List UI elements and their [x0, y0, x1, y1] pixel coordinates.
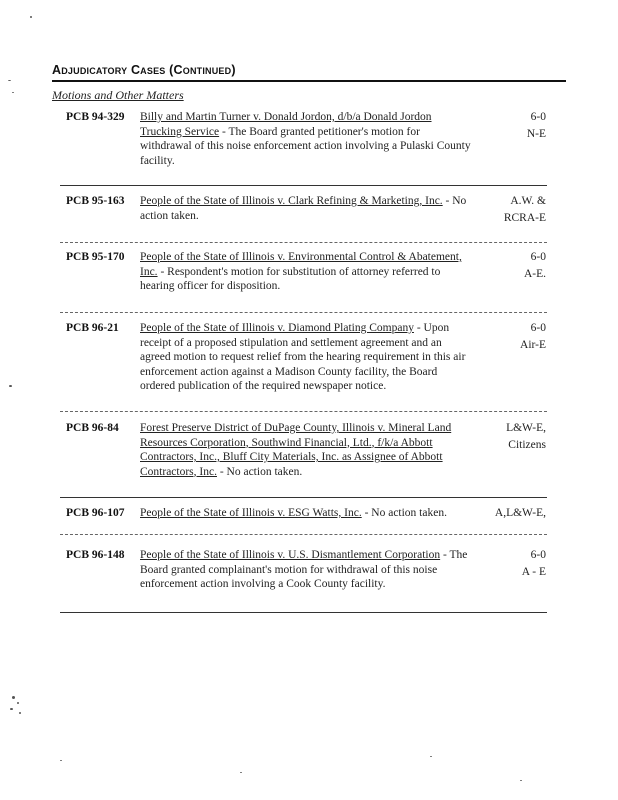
- case-vote: [474, 194, 546, 225]
- case-vote: [474, 548, 546, 579]
- case-text: - No action taken.: [140, 195, 467, 222]
- scan-speck: [60, 760, 62, 761]
- scan-speck: [12, 92, 14, 93]
- scan-speck: [8, 80, 11, 81]
- case-type: A - E: [521, 565, 546, 578]
- case-text: - The Board granted complainant's motion for withdrawal of this noise enforcement action involving a Cook County facility.: [140, 549, 468, 590]
- case-number: PCB 95-163: [66, 195, 125, 207]
- scan-speck: [520, 780, 522, 781]
- case-number: PCB 95-170: [66, 251, 125, 263]
- case-vote: [474, 506, 546, 523]
- case-description: [140, 506, 474, 521]
- case-number: PCB 96-21: [66, 322, 119, 334]
- vote-count: 6-0: [530, 111, 546, 123]
- case-text: - No action taken.: [216, 465, 303, 478]
- case-description: [140, 321, 474, 394]
- case-title: Forest Preserve District of DuPage County, Illinois v. Mineral Land Resources Corporation, Southwind Financial, Ltd., f/k/a Abbott Contractors, Inc., Bluff City Materials, Inc. as Assignee of Abbott Contractors, Inc.: [140, 422, 452, 478]
- case-divider: [60, 534, 547, 535]
- case-description: [140, 194, 474, 223]
- vote-count: L&W-E,: [506, 422, 546, 434]
- case-number: PCB 96-148: [66, 549, 125, 561]
- case-vote: [474, 421, 546, 452]
- vote-count: 6-0: [530, 251, 546, 263]
- page-header: Adjudicatory Cases (Continued): [52, 63, 236, 77]
- case-text: - Upon receipt of a proposed stipulation and settlement agreement and an agreed motion to request relief from the hearing requirement in this air enforcement action against a Madison County facility, the Board ordered publication of the required newspaper notice.: [140, 322, 466, 392]
- scan-speck: [17, 702, 19, 704]
- case-vote: [474, 110, 546, 141]
- case-number: PCB 96-84: [66, 422, 119, 434]
- scan-speck: [12, 696, 15, 699]
- scan-speck: [10, 708, 13, 710]
- vote-count: A,L&W-E,: [494, 507, 546, 519]
- case-text: - Respondent's motion for substitution of attorney referred to hearing officer for disposition.: [140, 265, 441, 292]
- case-divider: [60, 497, 547, 498]
- case-type: RCRA-E: [503, 211, 546, 224]
- case-description: [140, 250, 474, 294]
- scan-speck: [240, 772, 242, 773]
- scan-speck: [19, 712, 21, 714]
- vote-count: A.W. &: [510, 195, 546, 207]
- case-type: A-E.: [523, 267, 546, 280]
- case-text: - The Board granted petitioner's motion for withdrawal of this noise enforcement action involving a Pulaski County facility.: [140, 125, 471, 167]
- case-divider: [60, 242, 547, 243]
- case-vote: [474, 321, 546, 352]
- scan-speck: [9, 385, 12, 387]
- vote-count: 6-0: [530, 549, 546, 561]
- case-title: People of the State of Illinois v. Environmental Control & Abatement, Inc.: [140, 251, 462, 278]
- header-rule: [52, 80, 566, 82]
- case-title: People of the State of Illinois v. Clark Refining & Marketing, Inc.: [140, 195, 443, 207]
- scan-speck: [430, 756, 432, 757]
- case-divider: [60, 411, 547, 412]
- case-title: People of the State of Illinois v. ESG Watts, Inc.: [140, 507, 362, 519]
- case-title: People of the State of Illinois v. Diamond Plating Company: [140, 322, 414, 334]
- scan-speck: [30, 16, 32, 18]
- case-type: Citizens: [508, 438, 546, 451]
- case-description: [140, 421, 474, 479]
- case-type: N-E: [526, 127, 546, 140]
- case-title: People of the State of Illinois v. U.S. Dismantlement Corporation: [140, 549, 441, 561]
- vote-count: 6-0: [530, 322, 546, 334]
- case-number: PCB 96-107: [66, 507, 125, 519]
- case-number: PCB 94-329: [66, 111, 125, 123]
- section-title: Motions and Other Matters: [52, 88, 184, 102]
- case-type: Air-E: [520, 338, 546, 351]
- case-vote: [474, 250, 546, 281]
- case-description: [140, 548, 474, 592]
- case-divider: [60, 312, 547, 313]
- case-title: Billy and Martin Turner v. Donald Jordon, d/b/a Donald Jordon Trucking Service: [140, 111, 432, 138]
- case-description: [140, 110, 474, 168]
- case-divider: [60, 612, 547, 613]
- case-divider: [60, 185, 547, 186]
- case-text: - No action taken.: [361, 507, 447, 519]
